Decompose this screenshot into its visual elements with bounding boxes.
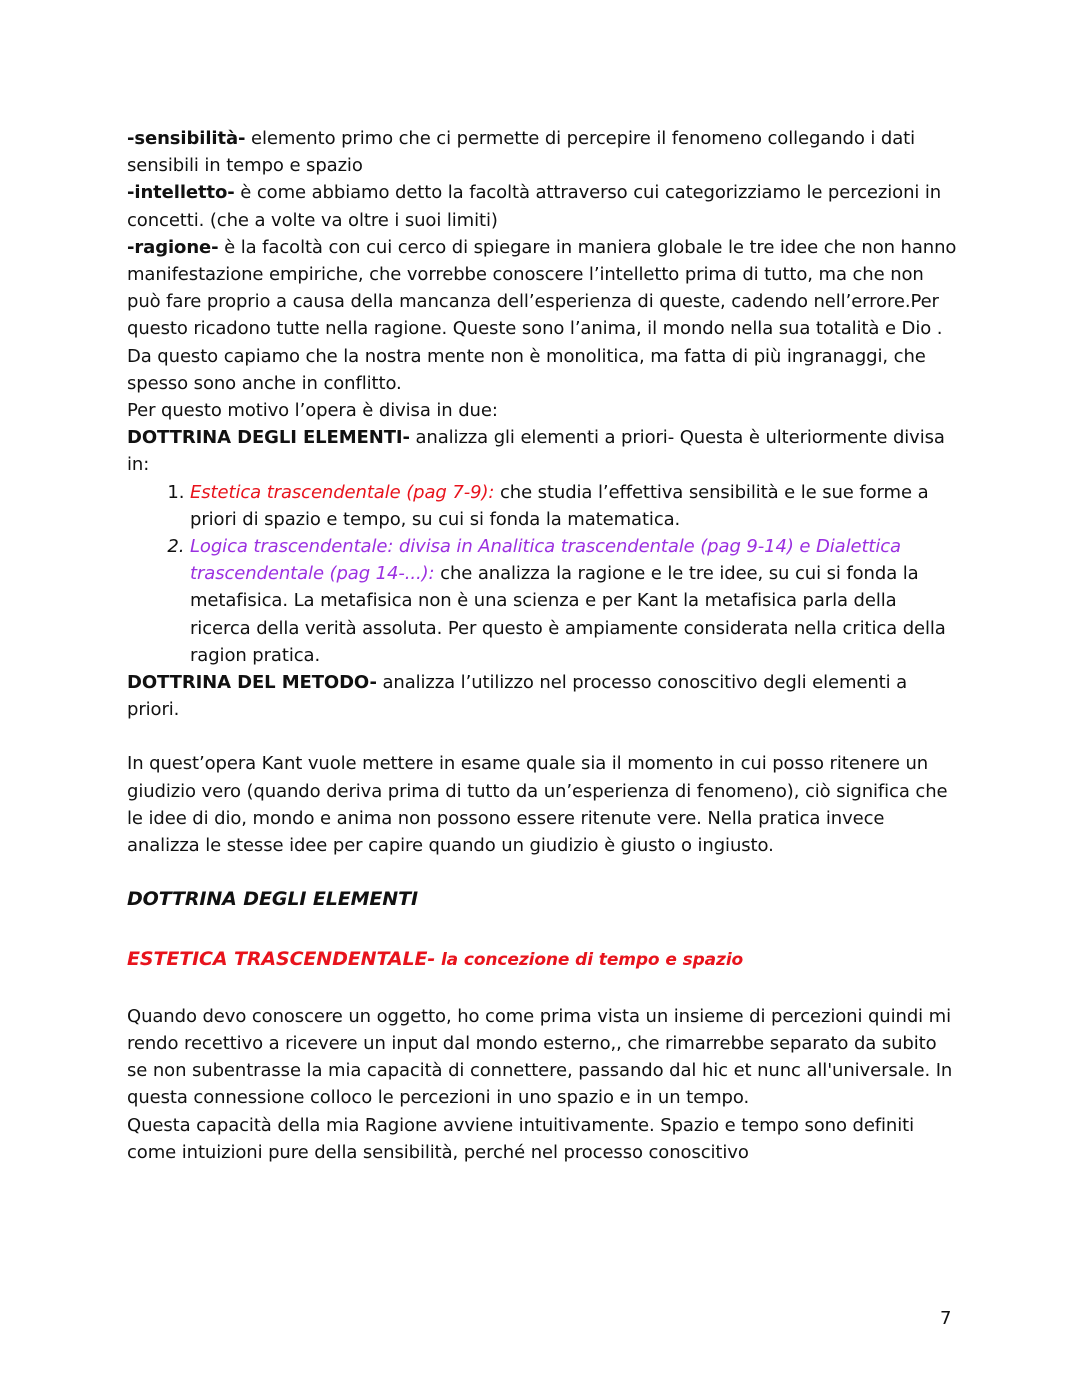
- list-item: 2. Logica trascendentale: divisa in Analitica trascendentale (pag 9-14) e Dialettica trascendentale (pag 14-...): che analizza la ragione e le tre idee, su cui si fonda la metafisica. La metafisica non è una scienza e per Kant la metafisica parla della ricerca della verità assoluta. Per questo è ampiamente considerata nella critica della ragion pratica.: [190, 533, 962, 669]
- section-heading: DOTTRINA DEGLI ELEMENTI: [127, 888, 418, 911]
- list-item: 1. Estetica trascendentale (pag 7-9): che studia l’effettiva sensibilità e le sue forme a priori di spazio e tempo, su cui si fonda la matematica.: [190, 479, 962, 533]
- paragraph: Questa capacità della mia Ragione avviene intuitivamente. Spazio e tempo sono definiti come intuizioni pure della sensibilità, perché nel processo conoscitivo: [127, 1114, 915, 1163]
- numbered-list: [127, 479, 962, 669]
- document-page: [127, 125, 962, 1166]
- definition-intelletto: -intelletto- è come abbiamo detto la facoltà attraverso cui categorizziamo le percezioni in concetti. (che a volte va oltre i suoi limiti): [127, 182, 942, 231]
- paragraph: Quando devo conoscere un oggetto, ho come prima vista un insieme di percezioni quindi mi rendo recettivo a ricevere un input dal mondo esterno,, che rimarrebbe separato da subito se non subentrasse la mia capacità di connettere, passando dal hic et nunc all'universale. In questa connessione colloco le percezioni in uno spazio e in un tempo.: [127, 1005, 953, 1109]
- paragraph: Per questo motivo l’opera è divisa in due:: [127, 400, 498, 422]
- paragraph: Da questo capiamo che la nostra mente non è monolitica, ma fatta di più ingranaggi, che spesso sono anche in conflitto.: [127, 345, 926, 394]
- definition-ragione: -ragione- è la facoltà con cui cerco di spiegare in maniera globale le tre idee che non hanno manifestazione empiriche, che vorrebbe conoscere l’intelletto prima di tutto, ma che non può fare proprio a causa della mancanza dell’esperienza di queste, cadendo nell’errore.Per questo ricadono tutte nella ragione. Queste sono l’anima, il mondo nella sua totalità e Dio .: [127, 236, 957, 340]
- paragraph: In quest’opera Kant vuole mettere in esame quale sia il momento in cui posso ritenere un giudizio vero (quando deriva prima di tutto da un’esperienza di fenomeno), ciò significa che le idee di dio, mondo e anima non possono essere ritenute vere. Nella pratica invece analizza le stesse idee per capire quando un giudizio è giusto o ingiusto.: [127, 753, 948, 857]
- dottrina-elementi-paragraph: DOTTRINA DEGLI ELEMENTI- analizza gli elementi a priori- Questa è ulteriormente divisa in:: [127, 427, 945, 476]
- page-number: 7: [940, 1308, 952, 1329]
- dottrina-metodo-paragraph: DOTTRINA DEL METODO- analizza l’utilizzo nel processo conoscitivo degli elementi a priori.: [127, 672, 908, 721]
- definition-sensibilita: -sensibilità- elemento primo che ci permette di percepire il fenomeno collegando i dati sensibili in tempo e spazio: [127, 128, 916, 177]
- subsection-heading: ESTETICA TRASCENDENTALE- la concezione di tempo e spazio: [127, 948, 744, 971]
